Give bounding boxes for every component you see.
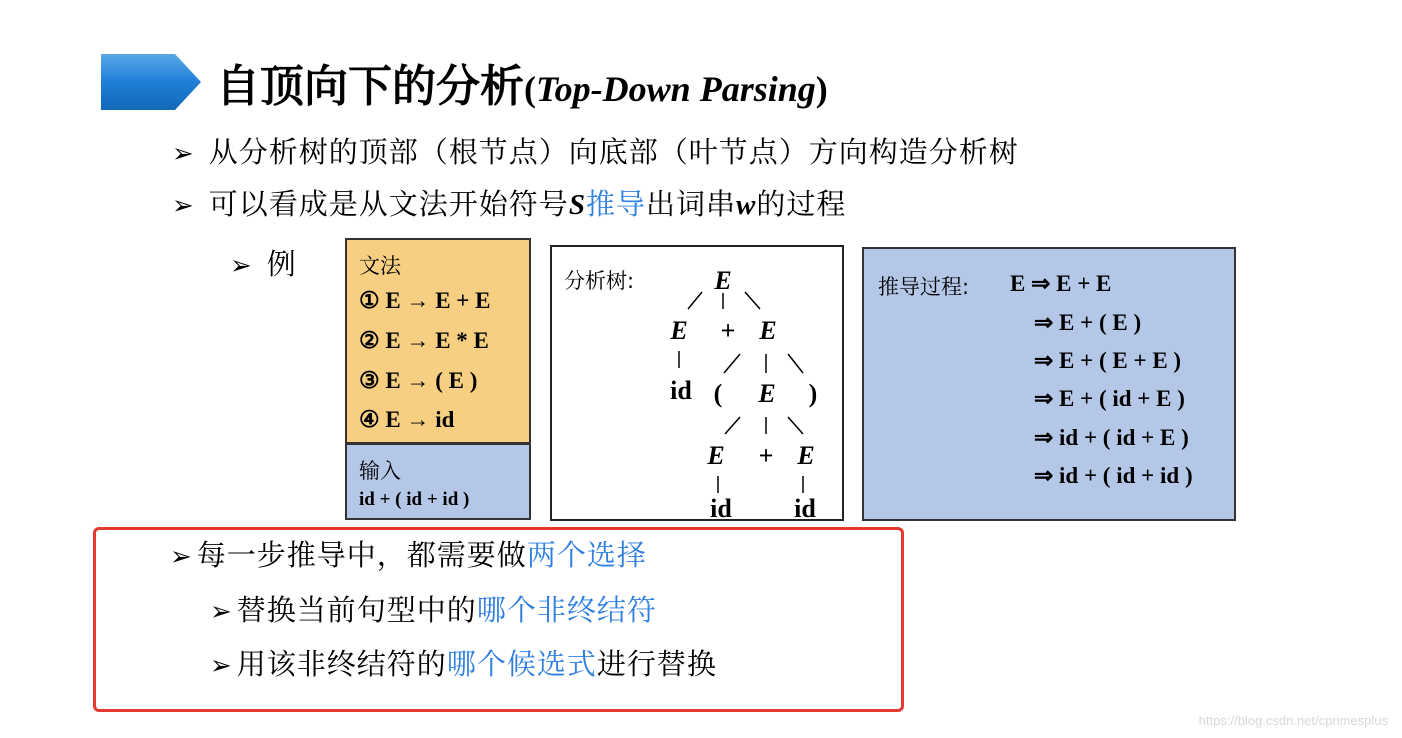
derivation-box: [862, 247, 1236, 521]
tree-node-id: id: [670, 376, 692, 405]
tree-node-lparen: (: [713, 379, 723, 408]
highlight-line-1: ➢ 每一步推导中，都需要做两个选择: [170, 538, 647, 572]
parse-tree-box: [550, 245, 844, 521]
derivation-step: E ⇒ E + E: [1010, 271, 1112, 296]
bullet-marker: ➢: [210, 651, 233, 681]
tree-node-E: E: [797, 441, 815, 470]
bullet-marker: ➢: [172, 191, 195, 221]
derivation-step: ⇒ id + ( id + E ): [1034, 425, 1189, 450]
grammar-rule: ③ E → ( E ): [359, 368, 478, 393]
tree-node-id: id: [710, 494, 732, 519]
derivation-label: 推导过程:: [878, 275, 970, 299]
tree-node-E: E: [670, 316, 688, 345]
tree-node-E: E: [758, 379, 776, 408]
watermark: https://blog.csdn.net/cprimesplus: [1198, 713, 1388, 728]
parse-tree-label: 分析树:: [564, 269, 635, 293]
bullet-marker: ➢: [172, 139, 195, 169]
tree-node-E: E: [707, 441, 725, 470]
highlight-line-3: ➢ 用该非终结符的哪个候选式进行替换: [210, 647, 717, 681]
bullet-example: ➢ 例: [230, 247, 297, 281]
tree-node-plus: +: [720, 316, 736, 345]
bullet-line-2: ➢ 可以看成是从文法开始符号S推导出词串w的过程: [172, 187, 847, 221]
bullet-line-1: ➢ 从分析树的顶部（根节点）向底部（叶节点）方向构造分析树: [172, 135, 1019, 169]
derivation-step: ⇒ id + ( id + id ): [1034, 463, 1193, 488]
title-arrow-shape: [101, 54, 201, 110]
grammar-rule: ① E → E + E: [359, 288, 491, 313]
bullet-marker: ➢: [230, 251, 253, 281]
grammar-rule: ② E → E * E: [359, 328, 489, 353]
highlight-line-2: ➢ 替换当前句型中的哪个非终结符: [210, 593, 657, 627]
page-title: 自顶向下的分析(Top-Down Parsing): [216, 61, 828, 112]
input-box: [345, 443, 531, 520]
tree-node-id: id: [794, 494, 816, 519]
tree-node-rparen: ): [808, 379, 818, 408]
tree-node-plus: +: [758, 441, 774, 470]
title-english: Top-Down Parsing: [536, 69, 816, 109]
derivation-step: ⇒ E + ( id + E ): [1034, 386, 1185, 411]
tree-node-root: E: [714, 266, 732, 295]
title-chinese: 自顶向下的分析: [216, 61, 524, 112]
grammar-heading: 文法: [359, 254, 401, 278]
parse-tree-diagram: [552, 247, 842, 519]
derivation-step: ⇒ E + ( E + E ): [1034, 348, 1182, 373]
input-string: id + ( id + id ): [359, 489, 470, 510]
derivation-step: ⇒ E + ( E ): [1034, 310, 1142, 335]
bullet-marker: ➢: [210, 597, 233, 627]
tree-edges: [679, 292, 803, 493]
input-heading: 输入: [359, 459, 401, 483]
tree-node-E: E: [759, 316, 777, 345]
bullet-marker: ➢: [170, 542, 193, 572]
grammar-rule: ④ E → id: [359, 407, 455, 432]
grammar-box: [345, 238, 531, 444]
